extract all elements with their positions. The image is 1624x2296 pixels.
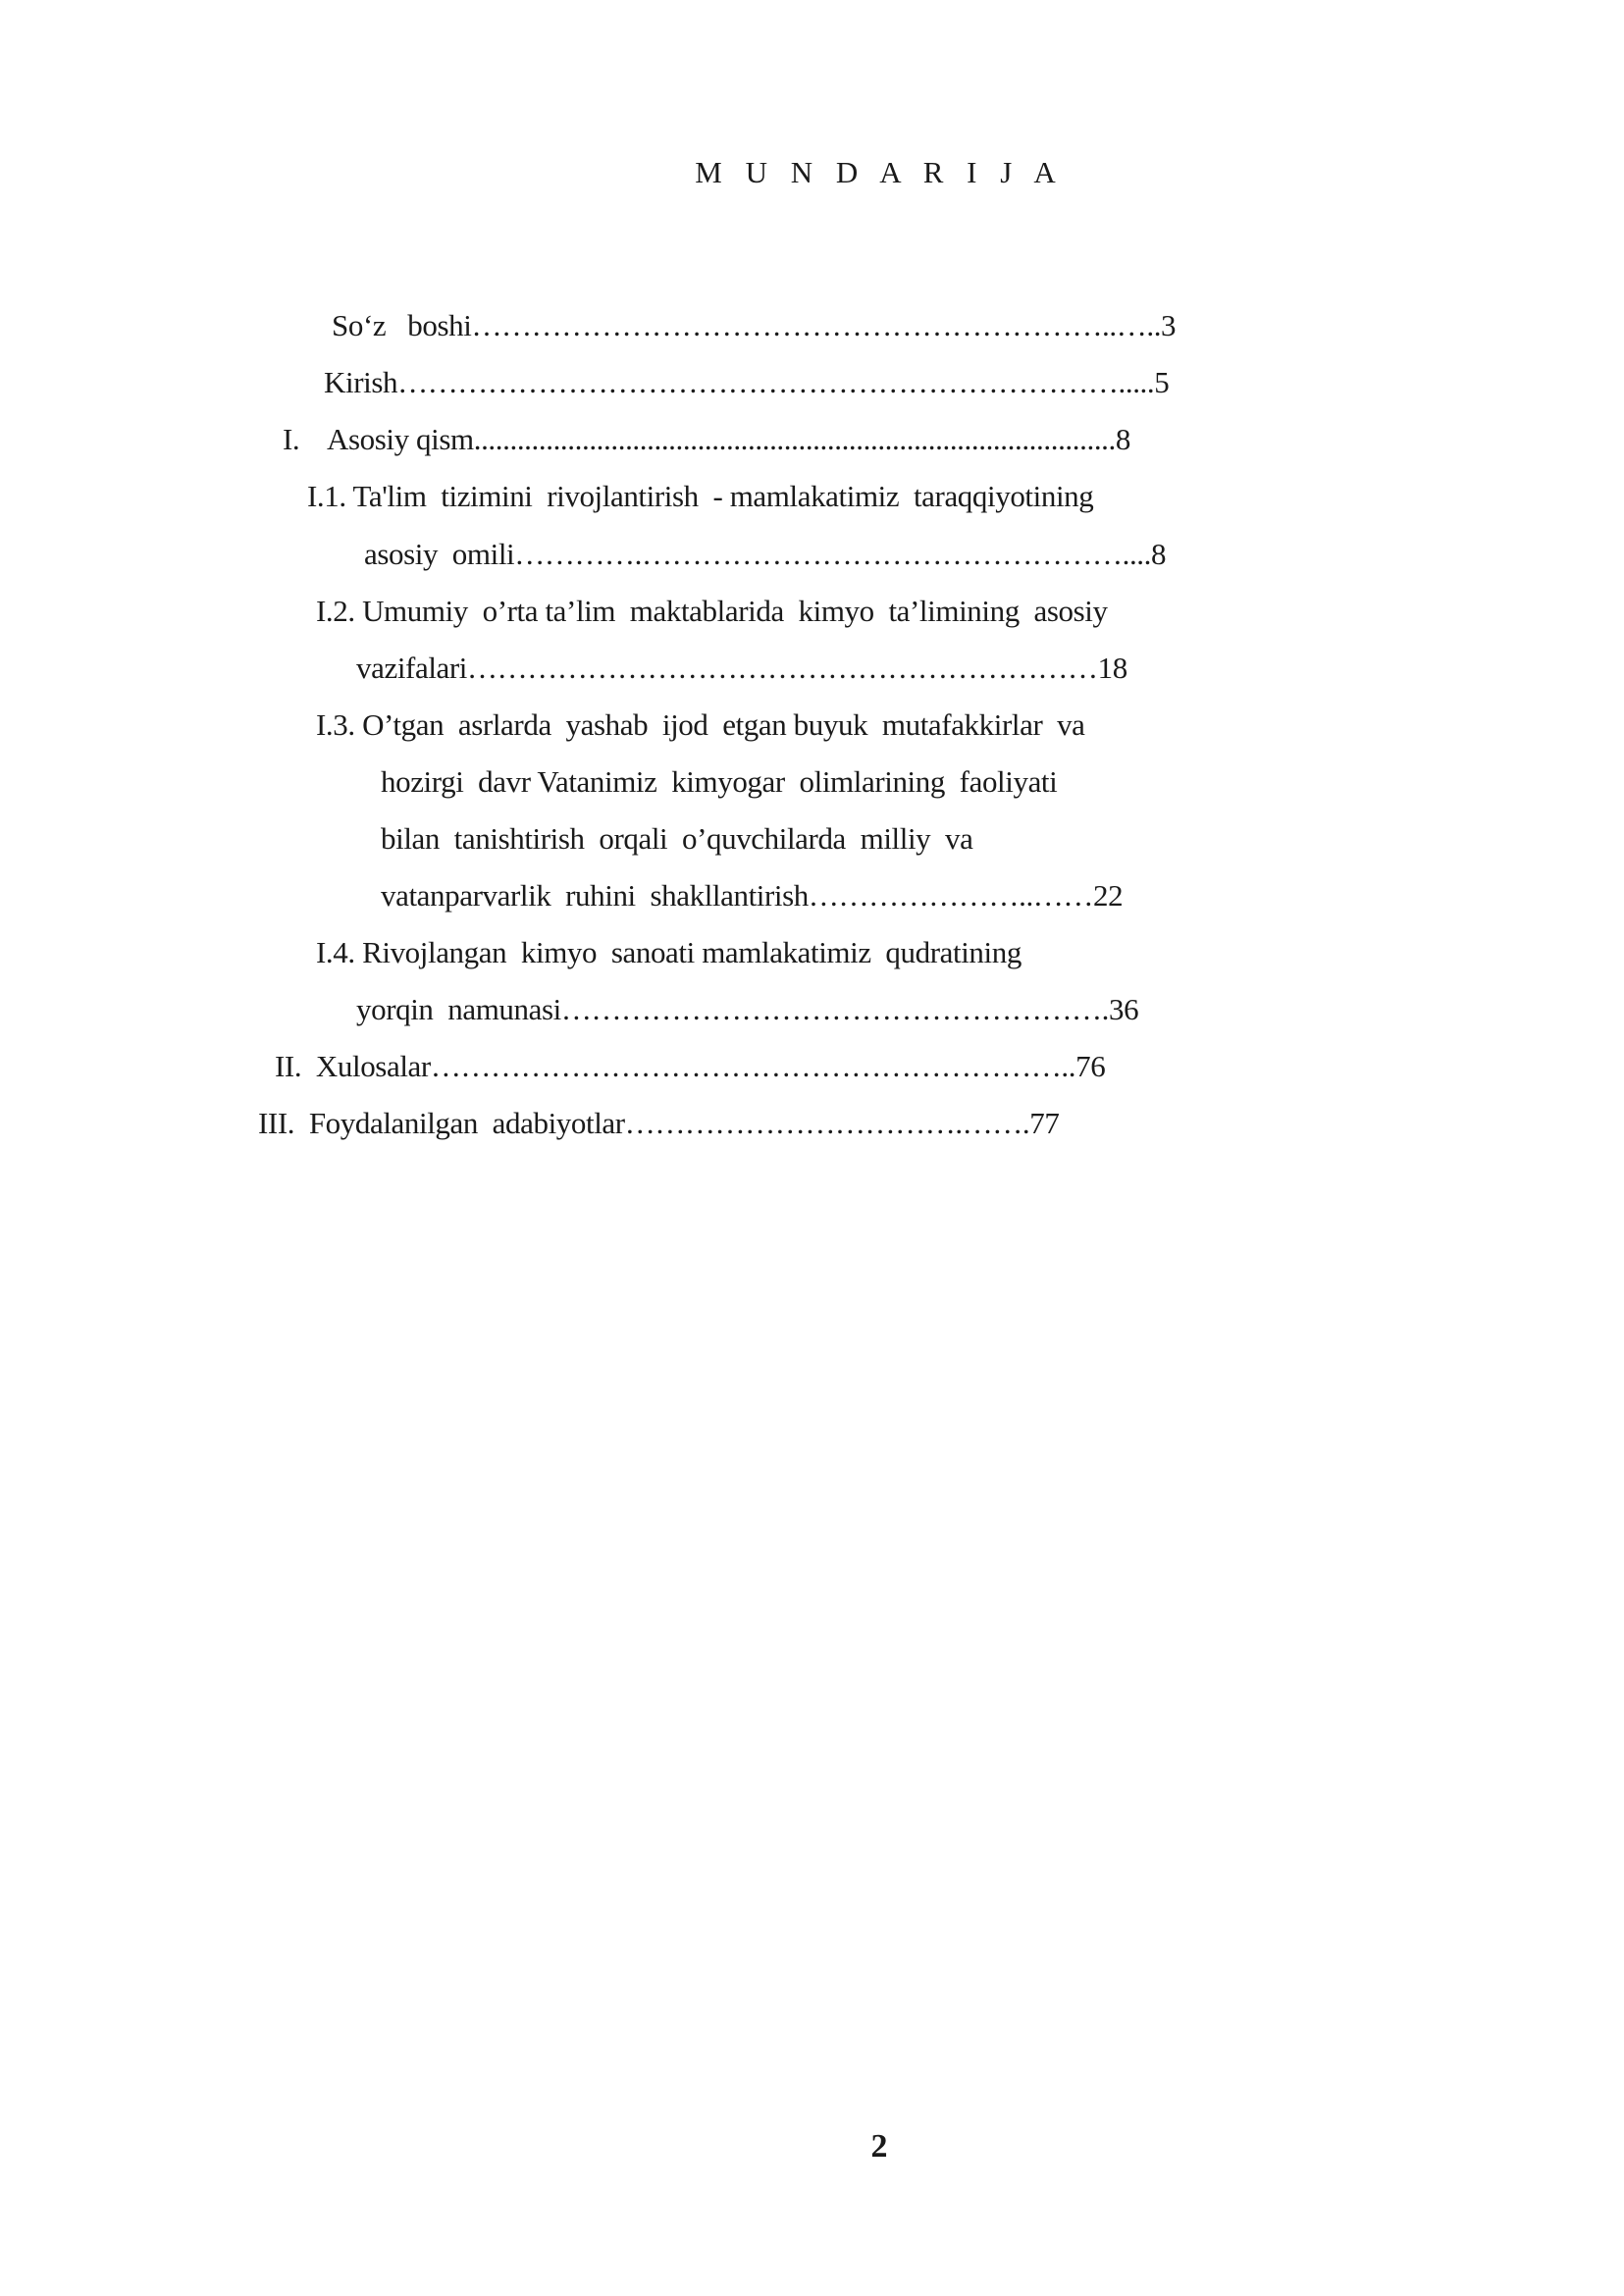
toc-entry-1-3-line-3: bilan tanishtirish orqali o’quvchilarda milliy va (381, 821, 973, 856)
toc-entry-1-3-line-1: I.3. O’tgan asrlarda yashab ijod etgan buyuk mutafakkirlar va (316, 707, 1085, 742)
toc-entry-1-2-line-1: I.2. Umumiy o’rta ta’lim maktablarida kimyo ta’limining asosiy (316, 594, 1108, 628)
toc-entry-1-4-line-1: I.4. Rivojlangan kimyo sanoati mamlakatimiz qudratining (316, 935, 1022, 969)
page-number: 2 (870, 2128, 888, 2165)
toc-entry-1-1-line-1: I.1. Ta'lim tizimini rivojlantirish - mamlakatimiz taraqqiyotining (307, 479, 1094, 513)
toc-entry-1-3-line-4: vatanparvarlik ruhini shakllantirish…………………..……22 (381, 878, 1124, 913)
toc-entry-asosiy-qism: I. Asosiy qism.........................................................................................8 (283, 422, 1130, 456)
toc-entry-xulosalar: II. Xulosalar………………………………………………………..76 (275, 1049, 1106, 1083)
toc-entry-1-1-line-2: asosiy omili………….…………………………………………....8 (364, 537, 1167, 571)
toc-entry-1-4-line-2: yorqin namunasi……………………………………………….36 (356, 992, 1139, 1026)
toc-entry-kirish: Kirish……………………………………………………………….....5 (324, 365, 1170, 399)
toc-entry-1-2-line-2: vazifalari………………………………………………………18 (356, 651, 1127, 685)
toc-entry-foydalanilgan-adabiyotlar: III. Foydalanilgan adabiyotlar…………………………….…….77 (258, 1106, 1060, 1140)
page-title: M U N D A R I J A (695, 155, 1064, 189)
toc-entry-1-3-line-2: hozirgi davr Vatanimiz kimyogar olimlarining faoliyati (381, 764, 1058, 799)
toc-entry-soz-boshi: So‘z boshi………………………………………………………..…..3 (332, 308, 1177, 342)
